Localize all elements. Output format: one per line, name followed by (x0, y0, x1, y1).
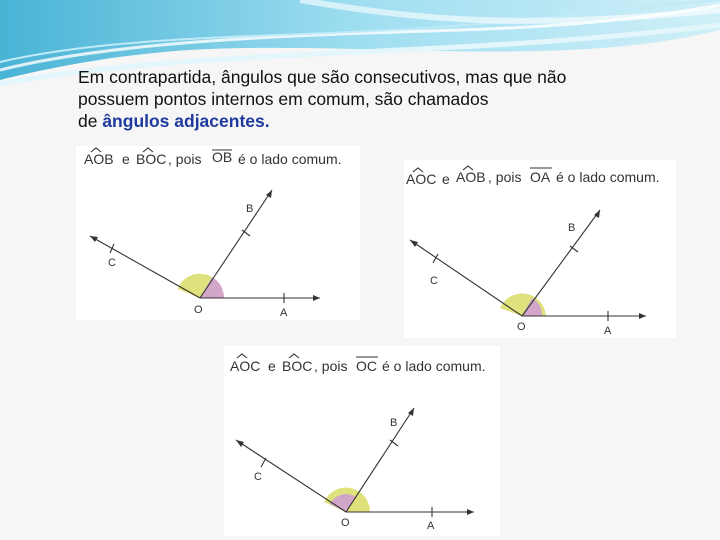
label-c: C (108, 257, 116, 269)
caption-segment: OC (356, 358, 377, 374)
ray-ob (200, 190, 272, 298)
intro-paragraph (78, 66, 678, 132)
label-c: C (254, 471, 262, 483)
label-a: A (427, 520, 435, 532)
label-a: A (604, 325, 612, 337)
intro-line-1: Em contrapartida, ângulos que são consecutivos, mas que não (78, 67, 567, 87)
label-a: A (280, 307, 288, 319)
label-b: B (390, 417, 398, 429)
angle-diagram-2 (404, 160, 676, 338)
angle-diagram-3 (224, 346, 500, 536)
highlight-term: ângulos adjacentes. (102, 111, 270, 131)
angle-diagram-1 (76, 146, 360, 320)
tick-c (110, 244, 114, 253)
caption-pois: , pois (314, 358, 348, 374)
arrow-head-a (313, 295, 320, 301)
tick-c (261, 458, 266, 467)
arrow-head-c (236, 440, 244, 447)
caption-e: e (442, 171, 450, 187)
caption-angle-2: AOB (456, 169, 486, 185)
caption-segment: OA (530, 169, 551, 185)
label-o: O (194, 304, 203, 316)
caption-pois: , pois (488, 169, 522, 185)
caption-angle-2: BOC (282, 358, 313, 374)
caption-angle-1: AOC (406, 171, 437, 187)
ray-oc (410, 240, 522, 316)
caption-e: e (268, 358, 276, 374)
label-c: C (430, 275, 438, 287)
intro-line-3-prefix: de (78, 111, 103, 131)
arrow-head-a (639, 313, 646, 319)
arrow-head-c (90, 236, 98, 242)
intro-line-2: possuem pontos internos em comum, são chamados (78, 89, 489, 109)
caption-rest: é o lado comum. (382, 358, 486, 374)
arrow-head-c (410, 240, 418, 247)
caption-e: e (122, 151, 130, 167)
label-o: O (341, 517, 350, 529)
intro-line-3 (78, 110, 678, 132)
ray-ob (522, 210, 600, 316)
caption-pois: , pois (168, 151, 202, 167)
caption-angle-2: BOC (136, 151, 167, 167)
ray-oc (90, 236, 200, 298)
arrow-head-a (467, 509, 474, 515)
caption-rest: é o lado comum. (238, 151, 342, 167)
label-o: O (517, 321, 526, 333)
caption-segment: OB (212, 149, 233, 165)
caption-angle-1: AOB (84, 151, 114, 167)
caption-rest: é o lado comum. (556, 169, 660, 185)
caption-angle-1: AOC (230, 358, 261, 374)
ray-ob (346, 408, 414, 512)
diagram-panel-3 (224, 346, 500, 536)
diagram-panel-2 (404, 160, 676, 338)
ray-oc (236, 440, 346, 512)
diagram-panel-1 (76, 146, 360, 320)
label-b: B (246, 203, 254, 215)
label-b: B (568, 222, 576, 234)
